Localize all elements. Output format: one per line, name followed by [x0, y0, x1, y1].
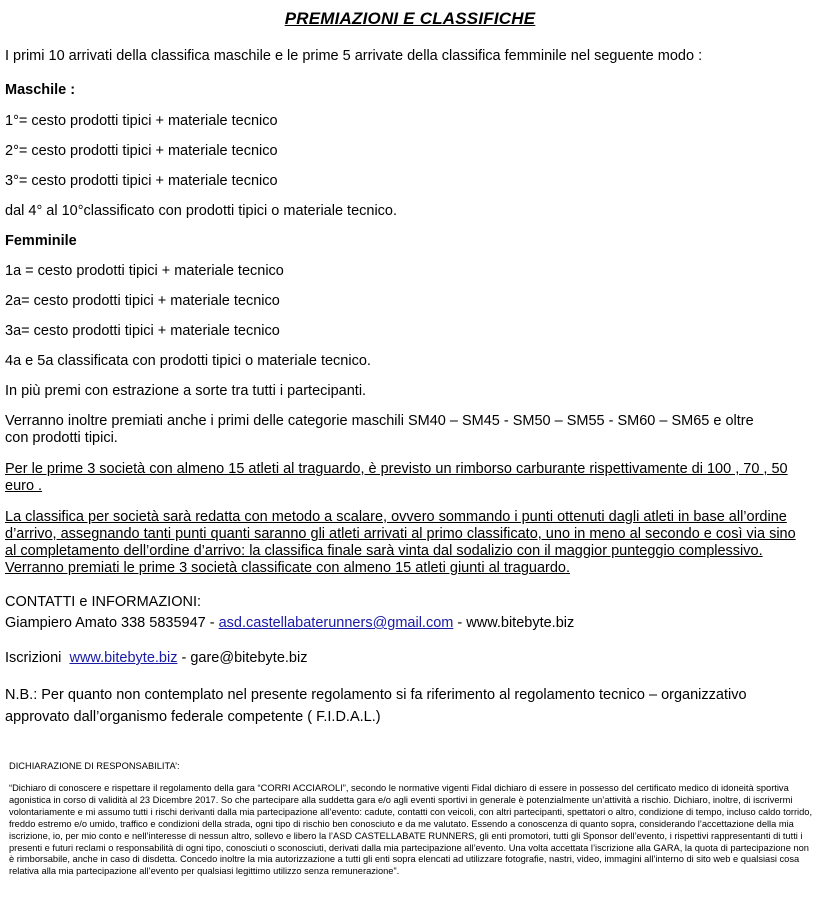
contact-person: Giampiero Amato 338 5835947 - — [5, 615, 219, 631]
registration-email: - gare@bitebyte.biz — [177, 650, 308, 666]
contacts-heading: CONTATTI e INFORMAZIONI: — [5, 594, 202, 610]
female-heading: Femminile — [5, 233, 77, 249]
contact-site: - www.bitebyte.biz — [453, 615, 575, 631]
contacts-line — [5, 615, 574, 632]
disclaimer-text: “Dichiaro di conoscere e rispettare il regolamento della gara “CORRI ACCIAROLI”, secondo le normative vigenti Fidal dichiaro di essere in possesso del certificato medico di idoneità sportiva agonistica in corso di validità al 23 Dicembre 2017. So che partecipare alla suddetta gara e/o agli eventi sportivi in generale è potenzialmente un’attività a rischio. Dichiaro, inoltre, di iscrivermi volontariamente e mi assumo tutti i rischi derivanti dalla mia partecipazione all’evento: cadute, contatti con veicoli, con altri partecipanti, spettatori o altro, condizione di tempo, incluso caldo torrido, freddo estremo e/o umido, traffico e condizioni della strada, ogni tipo di rischio ben conosciuto e da me valutato. Essendo a conoscenza di quanto sopra, considerando l’accettazione della mia iscrizione, io, per mio conto e nell’interesse di nessun altro, sollevo e libero la l’ASD CASTELLABATE RUNNERS, gli enti promotori, tutti gli Sponsor dell’evento, i rispettivi rappresentanti di tutti i presenti e futuri reclami o responsabilità di ogni tipo, conosciuti o sconosciuti, derivati dalla mia partecipazione all’evento. Una volta accettata l’iscrizione alla GARA, la quota di partecipazione non è rimborsabile, anche in caso di disdetta. Concedo inoltre la mia autorizzazione a tutti gli enti sopra elencati ad utilizzare fotografie, nastri, video, immagini all’interno di sito web e qualsiasi cosa relativa alla mia partecipazione all’evento per qualsiasi legittimo utilizzo senza remunerazione”. — [9, 783, 813, 877]
intro-text: I primi 10 arrivati della classifica maschile e le prime 5 arrivate della classifica femminile nel seguente modo : — [5, 48, 703, 64]
male-item-3: 3°= cesto prodotti tipici + materiale tecnico — [5, 173, 278, 189]
male-item-2: 2°= cesto prodotti tipici + materiale tecnico — [5, 143, 278, 159]
male-item-4: dal 4° al 10°classificato con prodotti tipici o materiale tecnico. — [5, 203, 398, 219]
registration-line — [5, 650, 307, 667]
page-title: PREMIAZIONI E CLASSIFICHE — [284, 9, 536, 28]
registration-label: Iscrizioni — [5, 650, 70, 666]
disclaimer-heading: DICHIARAZIONE DI RESPONSABILITA’: — [9, 761, 180, 771]
categories-text: Verranno inoltre premiati anche i primi delle categorie maschili SM40 – SM45 - SM50 – SM55 - SM60 – SM65 e oltre con prodotti tipici. — [5, 413, 754, 446]
female-item-1: 1a = cesto prodotti tipici + materiale tecnico — [5, 263, 284, 279]
contact-email-link[interactable]: asd.castellabaterunners@gmail.com — [218, 615, 454, 631]
society-ranking-text: La classifica per società sarà redatta con metodo a scalare, ovvero sommando i punti ottenuti dagli atleti in base all’ordine d’arrivo, assegnando tanti punti quanti saranno gli atleti arrivati al primo classificato, uno in meno al secondo e così via sino al completamento dell’ordine d’arrivo: la classifica finale sarà vinta dal sodalizio con il maggior punteggio complessivo. Verranno premiati le prime 3 società classificate con almeno 15 atleti giunti al traguardo. — [5, 509, 796, 576]
lottery-text: In più premi con estrazione a sorte tra tutti i partecipanti. — [5, 383, 367, 399]
female-item-2: 2a= cesto prodotti tipici + materiale tecnico — [5, 293, 280, 309]
male-item-1: 1°= cesto prodotti tipici + materiale tecnico — [5, 113, 278, 129]
refund-text: Per le prime 3 società con almeno 15 atleti al traguardo, è previsto un rimborso carburante rispettivamente di 100 , 70 , 50 euro . — [5, 461, 788, 494]
male-heading: Maschile : — [5, 82, 76, 98]
female-item-4: 4a e 5a classificata con prodotti tipici o materiale tecnico. — [5, 353, 371, 369]
female-item-3: 3a= cesto prodotti tipici + materiale tecnico — [5, 323, 280, 339]
note-text: N.B.: Per quanto non contemplato nel presente regolamento si fa riferimento al regolamento tecnico – organizzativo approvato dall’organismo federale competente ( F.I.D.A.L.) — [5, 687, 747, 725]
registration-link[interactable]: www.bitebyte.biz — [69, 650, 178, 666]
